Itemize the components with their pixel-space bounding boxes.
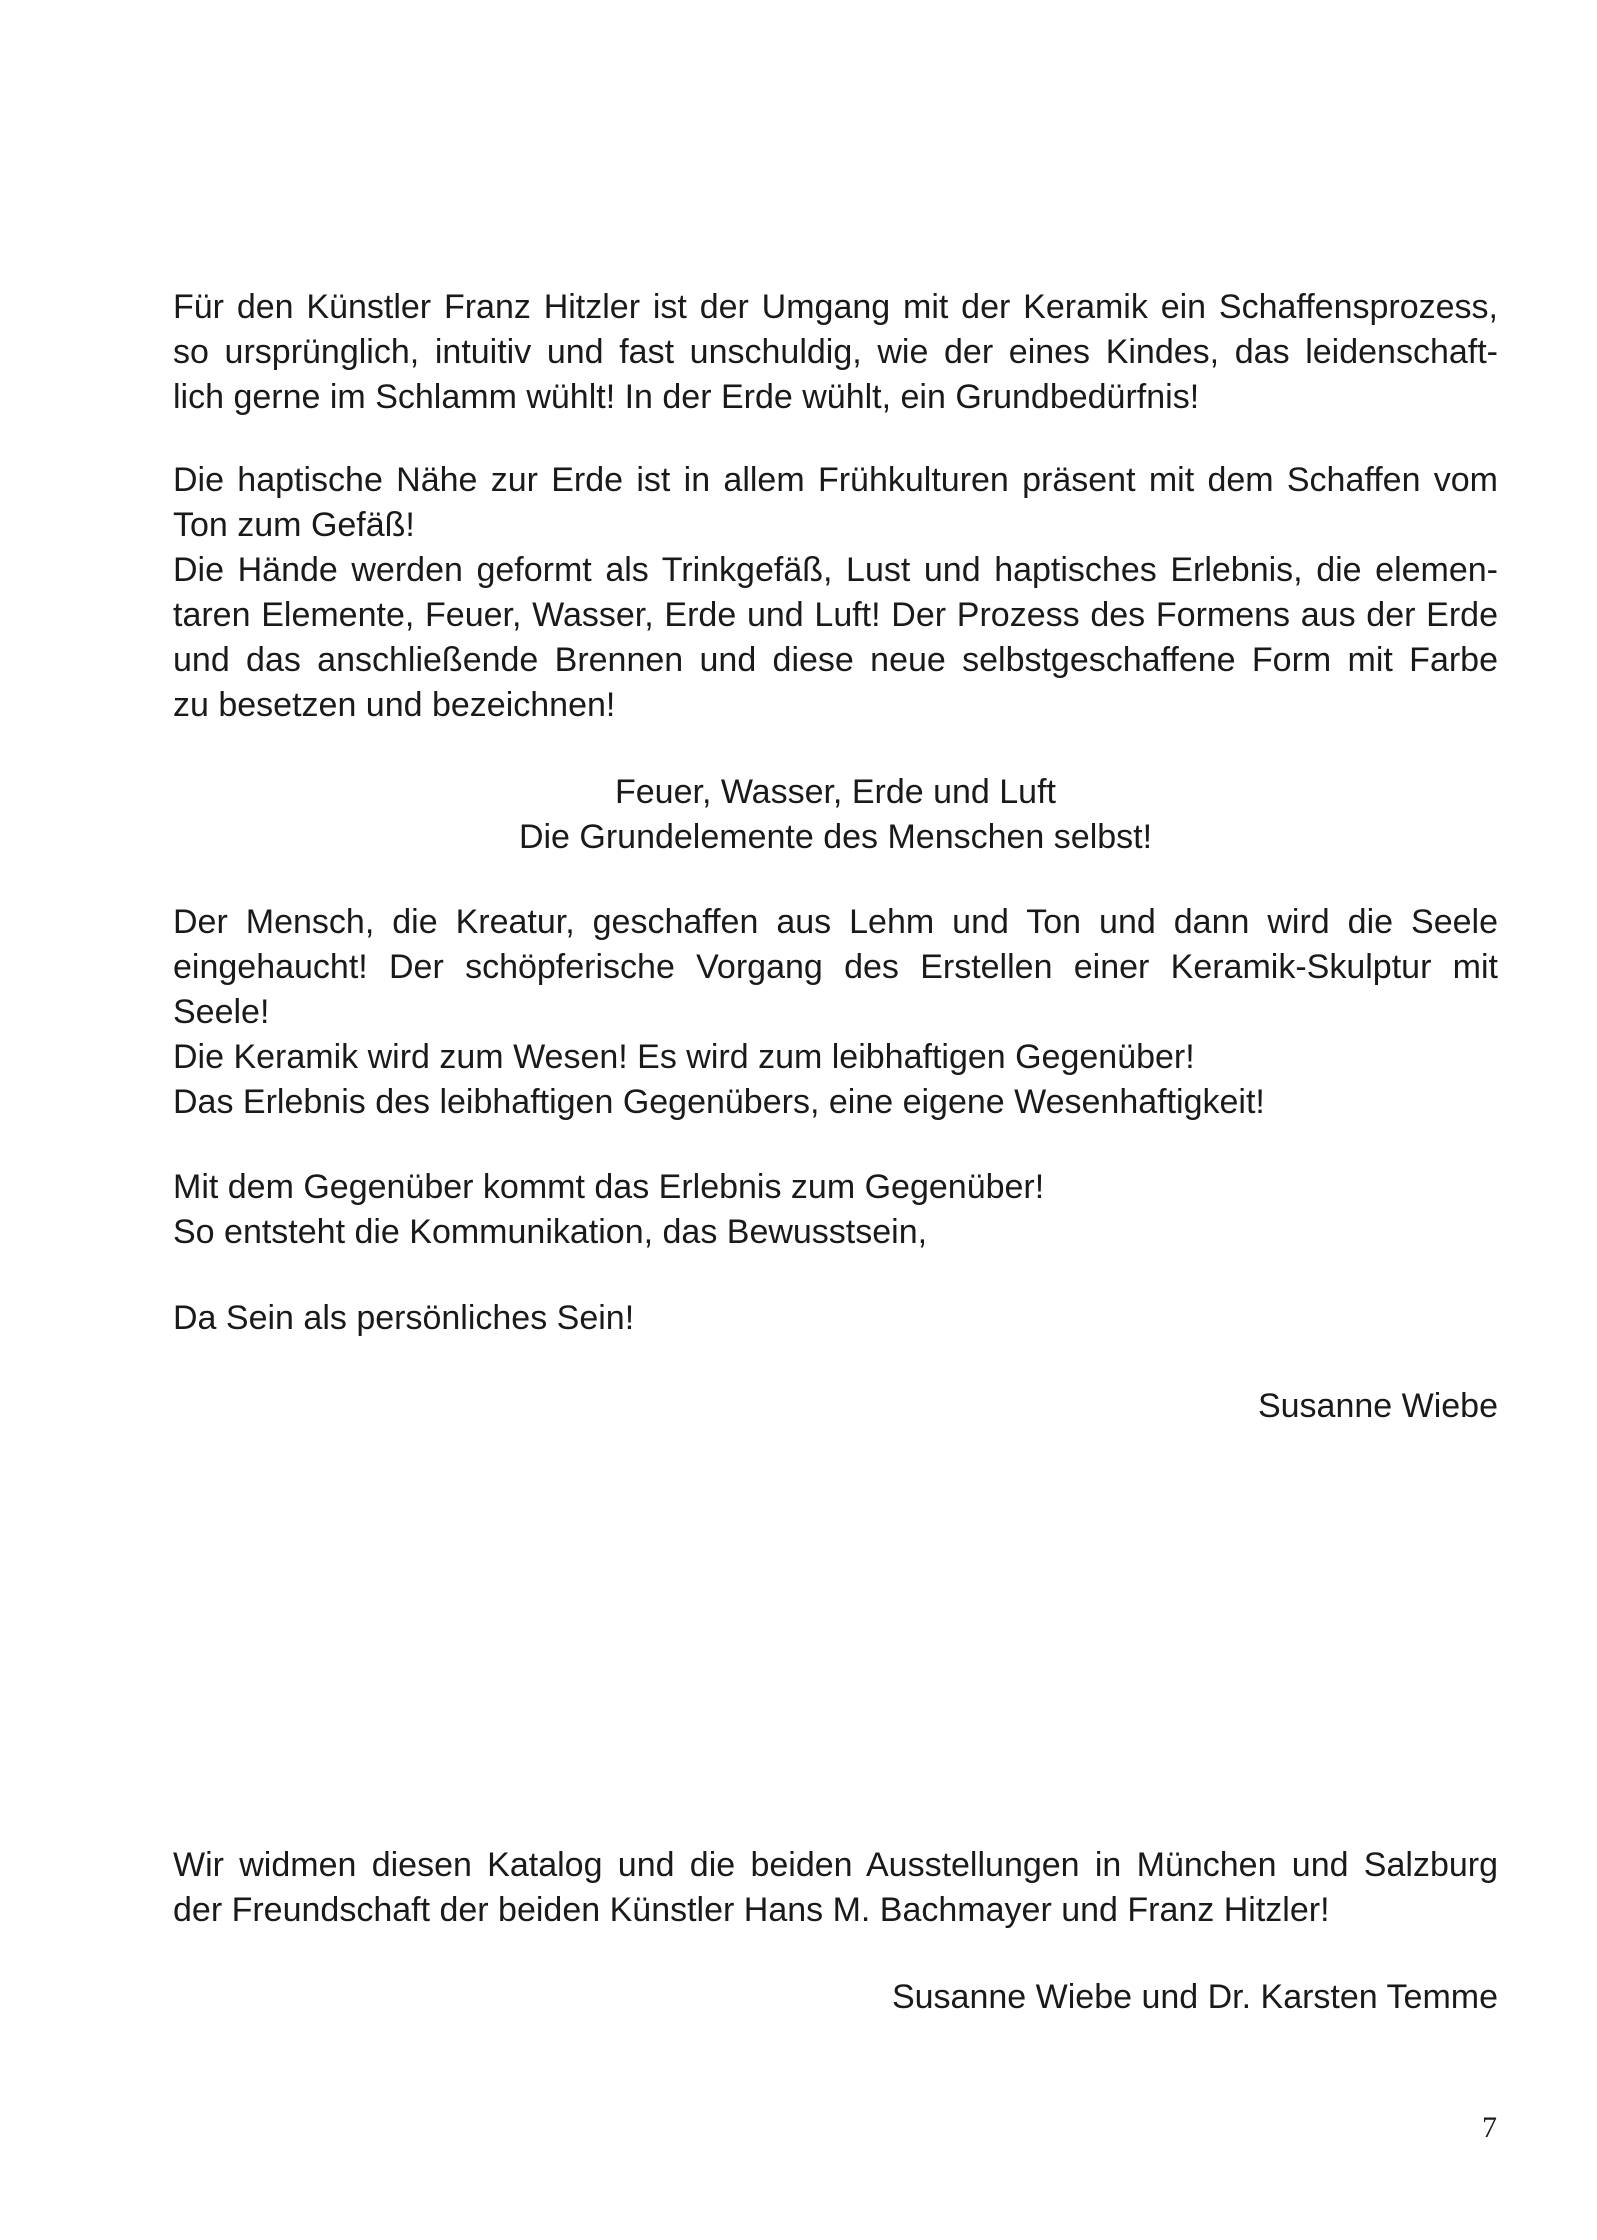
text-line: lich gerne im Schlamm wühlt! In der Erde wühlt, ein Grundbedürfnis! (173, 378, 1200, 416)
paragraph-creature (173, 900, 1498, 1125)
text-line: eingehaucht! Der schöpferische Vorgang des Erstellen einer Keramik-Skulptur mit (173, 948, 1498, 986)
signature-text: Susanne Wiebe (1257, 1387, 1498, 1425)
text-line: Seele! (173, 993, 270, 1031)
verse-line: Feuer, Wasser, Erde und Luft (615, 773, 1056, 811)
text-line: Der Mensch, die Kreatur, geschaffen aus Lehm und Ton und dann wird die Seele (173, 903, 1498, 941)
page-number: 7 (1482, 2111, 1497, 2144)
paragraph-communication (173, 1165, 1498, 1255)
text-line: Für den Künstler Franz Hitzler ist der Umgang mit der Keramik ein Schaffensprozess, (173, 288, 1498, 326)
text-line: Mit dem Gegenüber kommt das Erlebnis zum Gegenüber! (173, 1168, 1045, 1206)
text-line: Da Sein als persönliches Sein! (173, 1299, 635, 1337)
signature-text: Susanne Wiebe und Dr. Karsten Temme (891, 1978, 1498, 2016)
paragraph-being (173, 1296, 1498, 1341)
signature-dedicators (173, 1975, 1498, 2020)
text-line: So entsteht die Kommunikation, das Bewusstsein, (173, 1213, 928, 1251)
text-line: Das Erlebnis des leibhaftigen Gegenübers, eine eigene Wesenhaftigkeit! (173, 1083, 1265, 1121)
verse-line: Die Grundelemente des Menschen selbst! (518, 818, 1153, 856)
text-line: Wir widmen diesen Katalog und die beiden Ausstellungen in München und Salzburg (173, 1846, 1498, 1884)
text-line: der Freundschaft der beiden Künstler Hans M. Bachmayer und Franz Hitzler! (173, 1891, 1330, 1929)
text-line: so ursprünglich, intuitiv und fast unschuldig, wie der eines Kindes, das leidenschaft- (173, 333, 1498, 371)
text-line: zu besetzen und bezeichnen! (173, 686, 616, 724)
paragraph-haptic (173, 458, 1498, 728)
text-line: taren Elemente, Feuer, Wasser, Erde und Luft! Der Prozess des Formens aus der Erde (173, 596, 1498, 634)
text-line: Die Keramik wird zum Wesen! Es wird zum leibhaftigen Gegenüber! (173, 1038, 1195, 1076)
paragraph-dedication (173, 1843, 1498, 1933)
text-line: und das anschließende Brennen und diese neue selbstgeschaffene Form mit Farbe (173, 641, 1498, 679)
text-line: Die haptische Nähe zur Erde ist in allem Frühkulturen präsent mit dem Schaffen vom (173, 461, 1498, 499)
text-line: Ton zum Gefäß! (173, 506, 415, 544)
paragraph-intro (173, 285, 1498, 420)
signature-author (173, 1384, 1498, 1429)
text-line: Die Hände werden geformt als Trinkgefäß, Lust und haptisches Erlebnis, die elemen- (173, 551, 1498, 589)
centered-verse (173, 770, 1498, 860)
